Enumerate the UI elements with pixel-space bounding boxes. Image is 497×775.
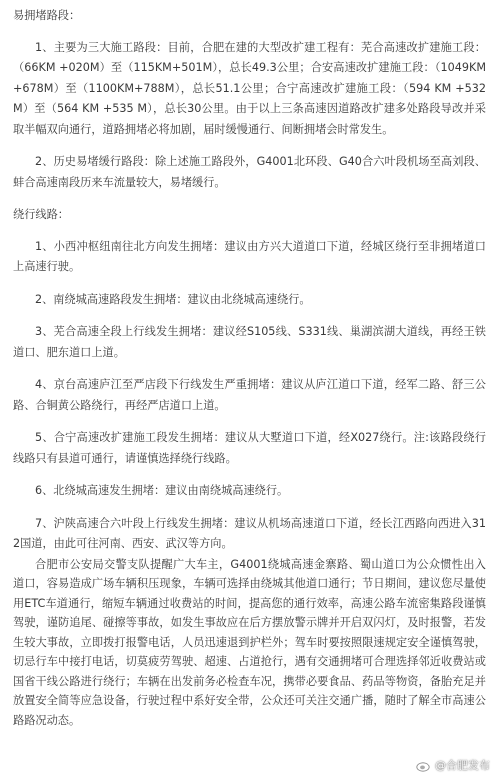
detour-item-3: 3、芜合高速全段上行线发生拥堵：建议经S105线、S331线、巢湖滨湖大道线，再经王铁道口、肥东道口上道。	[13, 325, 486, 359]
detour-item-5: 5、合宁高速改扩建施工段发生拥堵：建议从大墅道口下道，经X027绕行。注:该路段绕行线路只有县道可通行，请谨慎选择绕行线路。	[13, 431, 486, 465]
watermark-text: @合肥发布	[435, 759, 490, 772]
detour-item-2: 2、南绕城高速路段发生拥堵：建议由北绕城高速绕行。	[35, 292, 311, 306]
congestion-item-2: 2、历史易堵缓行路段：除上述施工路段外，G4001北环段、G40合六叶段机场至高刘段、蚌合高速南段历来车流量较大，易堵缓行。	[13, 155, 486, 189]
detour-item-6: 6、北绕城高速发生拥堵：建议由南绕城高速绕行。	[35, 484, 289, 497]
detour-item-7: 7、沪陕高速合六叶段上行线发生拥堵：建议从机场高速道口下道，经长江西路向西进入312国道，由此可往河南、西安、武汉等方向。	[13, 516, 486, 550]
congestion-item-1: 1、主要为三大施工路段：目前，合肥在建的大型改扩建工程有：芜合高速改扩建施工段：（66KM +020M）至（115KM+501M），总长49.3公里；合安高速改扩建施工段：（1049KM+678M）至（1100KM+788M），总长51.1公里；合宁高速改扩建施工段：（594 KM +532M）至（564 KM +535 M），总长30公里。由于以上三条高速因道路改扩建多处路段导改并采取半幅双向通行，道路拥堵必将加剧，届时缓慢通行、间断拥堵会时常发生。	[13, 40, 486, 136]
detour-item-1: 1、小西冲枢纽南往北方向发生拥堵：建议由方兴大道道口下道，经城区绕行至非拥堵道口上高速行驶。	[13, 239, 486, 273]
weibo-logo-icon	[416, 758, 432, 772]
weibo-watermark	[416, 757, 490, 773]
heading-congestion-sections: 易拥堵路段：	[13, 9, 81, 22]
heading-detour-routes: 绕行线路：	[13, 208, 69, 221]
traffic-advisory: 合肥市公安局交警支队提醒广大车主，G4001绕城高速金寨路、蜀山道口为公众惯性出入道口，容易造成广场车辆积压现象，车辆可选择由绕城其他道口通行；节日期间，建议您尽量使用ETC车道通行，缩短车辆通过收费站的时间，提高您的通行效率，高速公路车流密集路段谨慎驾驶，谨防追尾、碰擦等事故，如发生事故应在后方摆放警示牌并开启双闪灯，及时报警，若发生较大事故，立即拨打报警电话，人员迅速退到护栏外；驾车时要按照限速规定安全谨慎驾驶，切忌行车中接打电话，切莫疲劳驾驶、超速、占道抢行，遇有交通拥堵可合理选择邻近收费站或国省干线公路进行绕行；车辆在出发前务必检查车况，携带必要食品、药品等物资，备胎充足并放置安全简等应急设备，行驶过程中系好安全带，公众还可关注交通广播，随时了解全市高速公路路况动态。	[13, 557, 486, 727]
detour-item-4: 4、京台高速庐江至严店段下行线发生严重拥堵：建议从庐江道口下道，经军二路、舒三公路、合铜黄公路绕行，再经严店道口上道。	[13, 378, 486, 412]
